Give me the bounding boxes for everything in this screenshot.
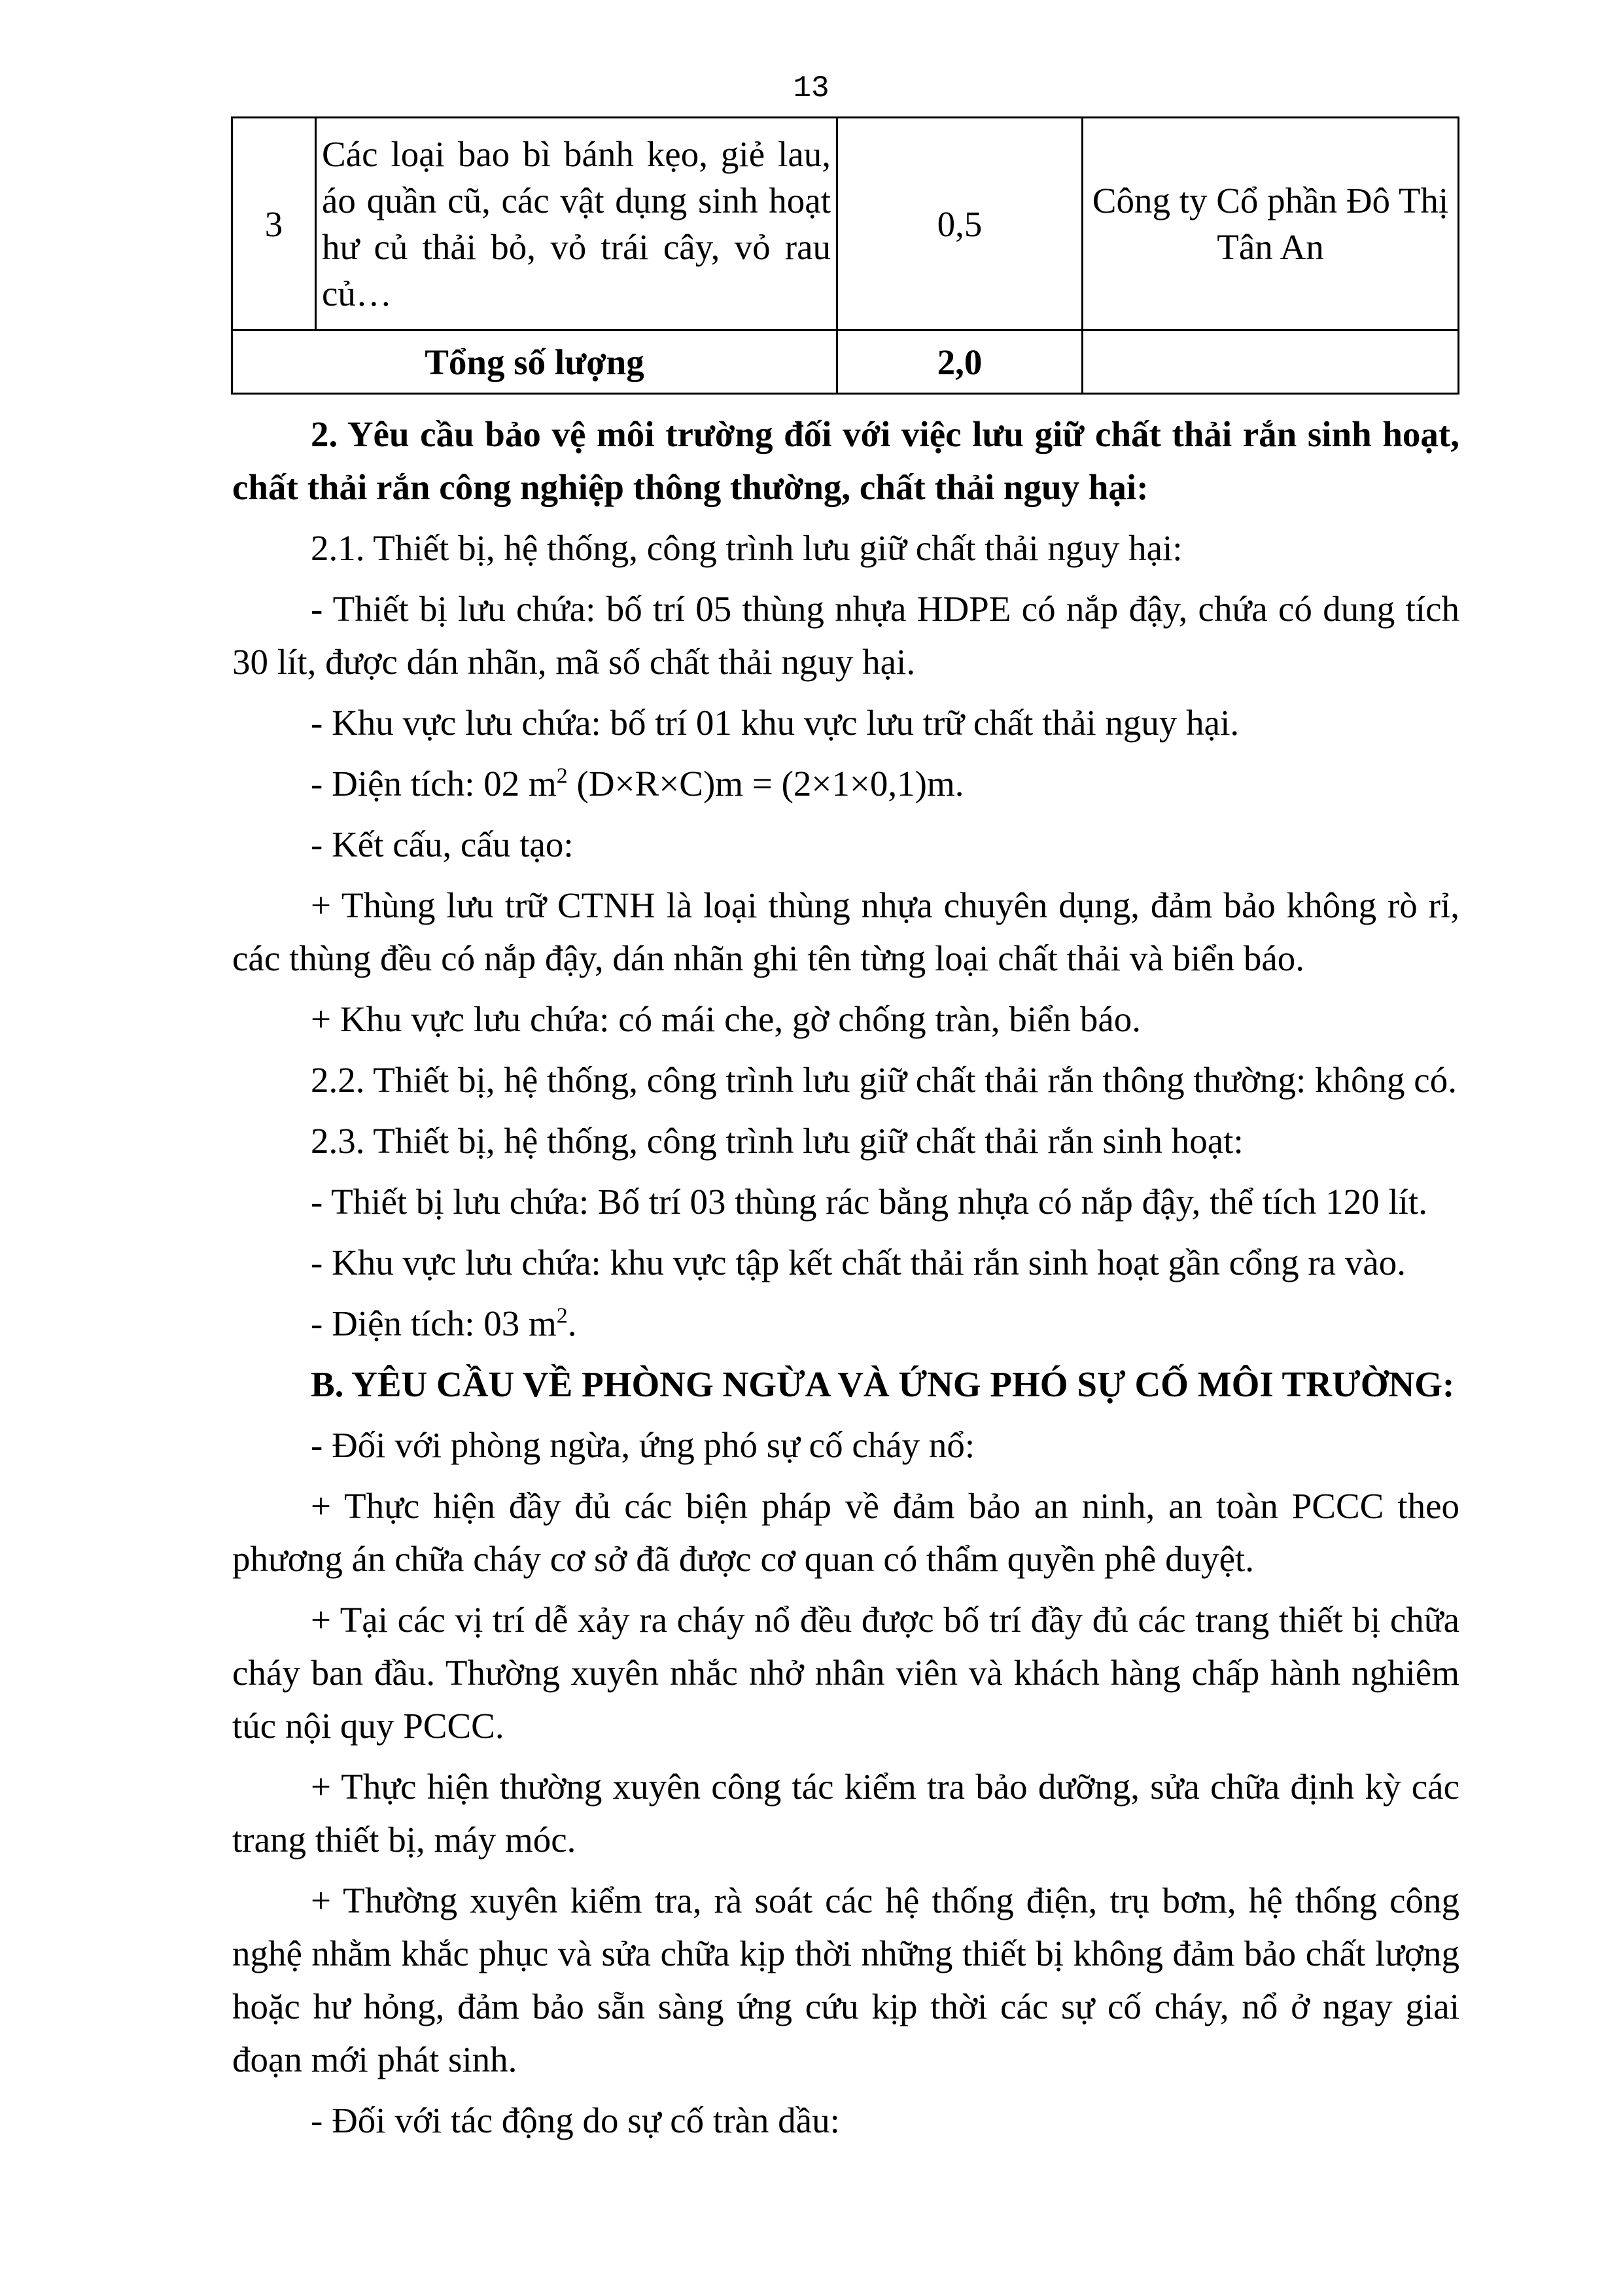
section-2-2-title: 2.2. Thiết bị, hệ thống, công trình lưu giữ chất thải rắn thông thường: không có.: [311, 1060, 1457, 1100]
total-value: 2,0: [837, 330, 1083, 394]
size-text: - Diện tích: 02 m: [311, 764, 557, 804]
domestic-storage-device: - Thiết bị lưu chứa: Bố trí 03 thùng rác bằng nhựa có nắp đậy, thể tích 120 lít.: [311, 1182, 1427, 1222]
hazardous-structure-title: - Kết cấu, cấu tạo:: [311, 824, 574, 864]
page-number: 13: [793, 71, 829, 105]
hazardous-storage-size: [232, 757, 1459, 810]
table-row: [232, 118, 1459, 330]
row-index: 3: [232, 118, 316, 330]
total-label: Tổng số lượng: [232, 330, 837, 394]
collection-unit: Công ty Cổ phần Đô Thị Tân An: [1083, 118, 1459, 330]
hazardous-bins: + Thùng lưu trữ CTNH là loại thùng nhựa chuyên dụng, đảm bảo không rò rỉ, các thùng đều có nắp đậy, dán nhãn ghi tên từng loại chất thải và biển báo.: [232, 885, 1459, 978]
size-text: - Diện tích: 03 m: [311, 1303, 557, 1343]
hazardous-zone: + Khu vực lưu chứa: có mái che, gờ chống tràn, biển báo.: [311, 999, 1142, 1039]
section-2-1-title: 2.1. Thiết bị, hệ thống, công trình lưu giữ chất thải nguy hại:: [311, 528, 1183, 568]
section-b-heading: B. YÊU CẦU VỀ PHÒNG NGỪA VÀ ỨNG PHÓ SỰ CỐ MÔI TRƯỜNG:: [311, 1364, 1455, 1404]
section-2-3-title: 2.3. Thiết bị, hệ thống, công trình lưu giữ chất thải rắn sinh hoạt:: [311, 1121, 1244, 1161]
hazardous-storage-area: - Khu vực lưu chứa: bố trí 01 khu vực lưu trữ chất thải nguy hại.: [311, 703, 1240, 743]
document-body: [232, 408, 1459, 2147]
fire-measure-1: + Thực hiện đầy đủ các biện pháp về đảm bảo an ninh, an toàn PCCC theo phương án chữa cháy cơ sở đã được cơ quan có thẩm quyền phê duyệt.: [232, 1486, 1459, 1579]
waste-quantity: 0,5: [837, 118, 1083, 330]
fire-measure-2: + Tại các vị trí dễ xảy ra cháy nổ đều được bố trí đầy đủ các trang thiết bị chữa cháy ban đầu. Thường xuyên nhắc nhở nhân viên và khách hàng chấp hành nghiêm túc nội quy PCCC.: [232, 1600, 1459, 1746]
size-unit-superscript: 2: [556, 764, 568, 788]
domestic-storage-size: [232, 1297, 1459, 1350]
total-unit: [1083, 330, 1459, 394]
fire-prevention-title: - Đối với phòng ngừa, ứng phó sự cố cháy nổ:: [311, 1425, 975, 1465]
domestic-storage-area: - Khu vực lưu chứa: khu vực tập kết chất thải rắn sinh hoạt gần cổng ra vào.: [311, 1243, 1406, 1282]
total-row: [232, 330, 1459, 394]
oil-spill-title: - Đối với tác động do sự cố tràn dầu:: [311, 2100, 840, 2140]
fire-measure-3: + Thực hiện thường xuyên công tác kiểm tra bảo dưỡng, sửa chữa định kỳ các trang thiết bị, máy móc.: [232, 1767, 1459, 1860]
hazardous-storage-device: - Thiết bị lưu chứa: bố trí 05 thùng nhựa HDPE có nắp đậy, chứa có dung tích 30 lít, được dán nhãn, mã số chất thải nguy hại.: [232, 589, 1459, 682]
size-unit-superscript: 2: [556, 1303, 568, 1328]
size-dimensions: (D×R×C)m = (2×1×0,1)m.: [567, 764, 964, 804]
size-end: .: [567, 1303, 577, 1343]
waste-name: Các loại bao bì bánh kẹo, giẻ lau, áo quần cũ, các vật dụng sinh hoạt hư củ thải bỏ, vỏ trái cây, vỏ rau củ…: [316, 118, 837, 330]
fire-measure-4: + Thường xuyên kiểm tra, rà soát các hệ thống điện, trụ bơm, hệ thống công nghệ nhằm khắc phục và sửa chữa kịp thời những thiết bị không đảm bảo chất lượng hoặc hư hỏng, đảm bảo sẵn sàng ứng cứu kịp thời các sự cố cháy, nổ ở ngay giai đoạn mới phát sinh.: [232, 1881, 1459, 2079]
waste-table: [231, 116, 1459, 395]
section-2-heading: 2. Yêu cầu bảo vệ môi trường đối với việc lưu giữ chất thải rắn sinh hoạt, chất thải rắn công nghiệp thông thường, chất thải nguy hại:: [232, 414, 1459, 507]
